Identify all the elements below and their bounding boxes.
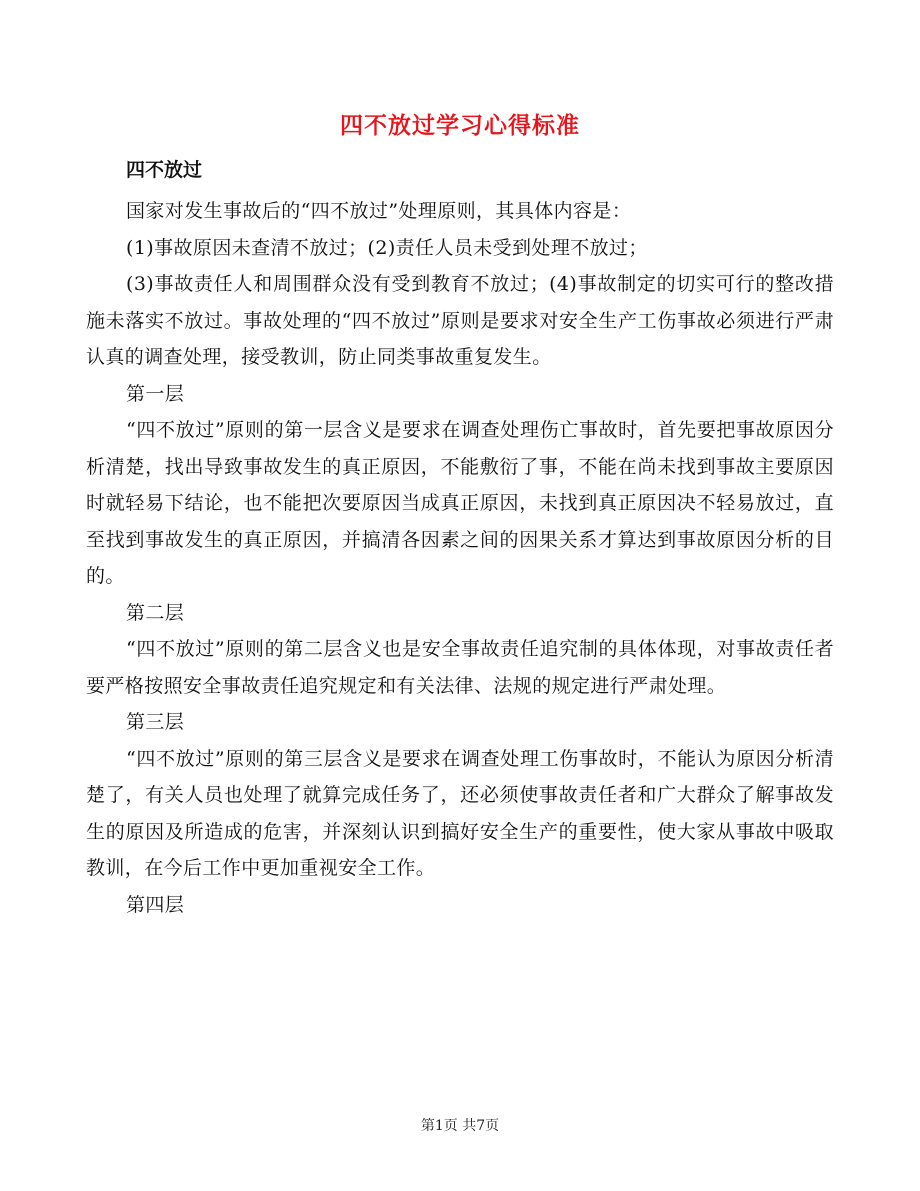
subheading-layer-3: 第三层 [126,711,185,733]
subheading-layer-4: 第四层 [126,893,185,916]
page-number: 第1页 共7页 [420,1118,500,1134]
subheading-layer-1: 第一层 [126,382,185,405]
paragraph-items-3-4: (3)事故责任人和周围群众没有受到教育不放过；(4)事故制定的切实可行的整改措施未落实不放过。事故处理的“四不放过”原则是要求对安全生产工伤事故必须进行严肃认真的调查处理，接受教训，防止同类事故重复发生。 [86,273,834,368]
paragraph-layer-3: “四不放过”原则的第三层含义是要求在调查处理工伤事故时，不能认为原因分析清楚了，有关人员也处理了就算完成任务了，还必须使事故责任者和广大群众了解事故发生的原因及所造成的危害，并深刻认识到搞好安全生产的重要性，使大家从事故中吸取教训，在今后工作中更加重视安全工作。 [86,747,834,879]
document-title: 四不放过学习心得标准 [340,112,580,139]
paragraph-items-1-2: (1)事故原因未查清不放过；(2)责任人员未受到处理不放过； [126,236,648,259]
paragraph-layer-2: “四不放过”原则的第二层含义也是安全事故责任追究制的具体体现，对事故责任者要严格按照安全事故责任追究规定和有关法律、法规的规定进行严肃处理。 [86,638,834,697]
paragraph-intro: 国家对发生事故后的“四不放过”处理原则，其具体内容是： [126,200,632,222]
subheading-layer-2: 第二层 [126,601,185,624]
document-body [86,153,834,923]
section-heading: 四不放过 [126,159,203,181]
paragraph-layer-1: “四不放过”原则的第一层含义是要求在调查处理伤亡事故时，首先要把事故原因分析清楚，找出导致事故发生的真正原因，不能敷衍了事，不能在尚未找到事故主要原因时就轻易下结论，也不能把次要原因当成真正原因，未找到真正原因决不轻易放过，直至找到事故发生的真正原因，并搞清各因素之间的因果关系才算达到事故原因分析的目的。 [86,419,834,587]
